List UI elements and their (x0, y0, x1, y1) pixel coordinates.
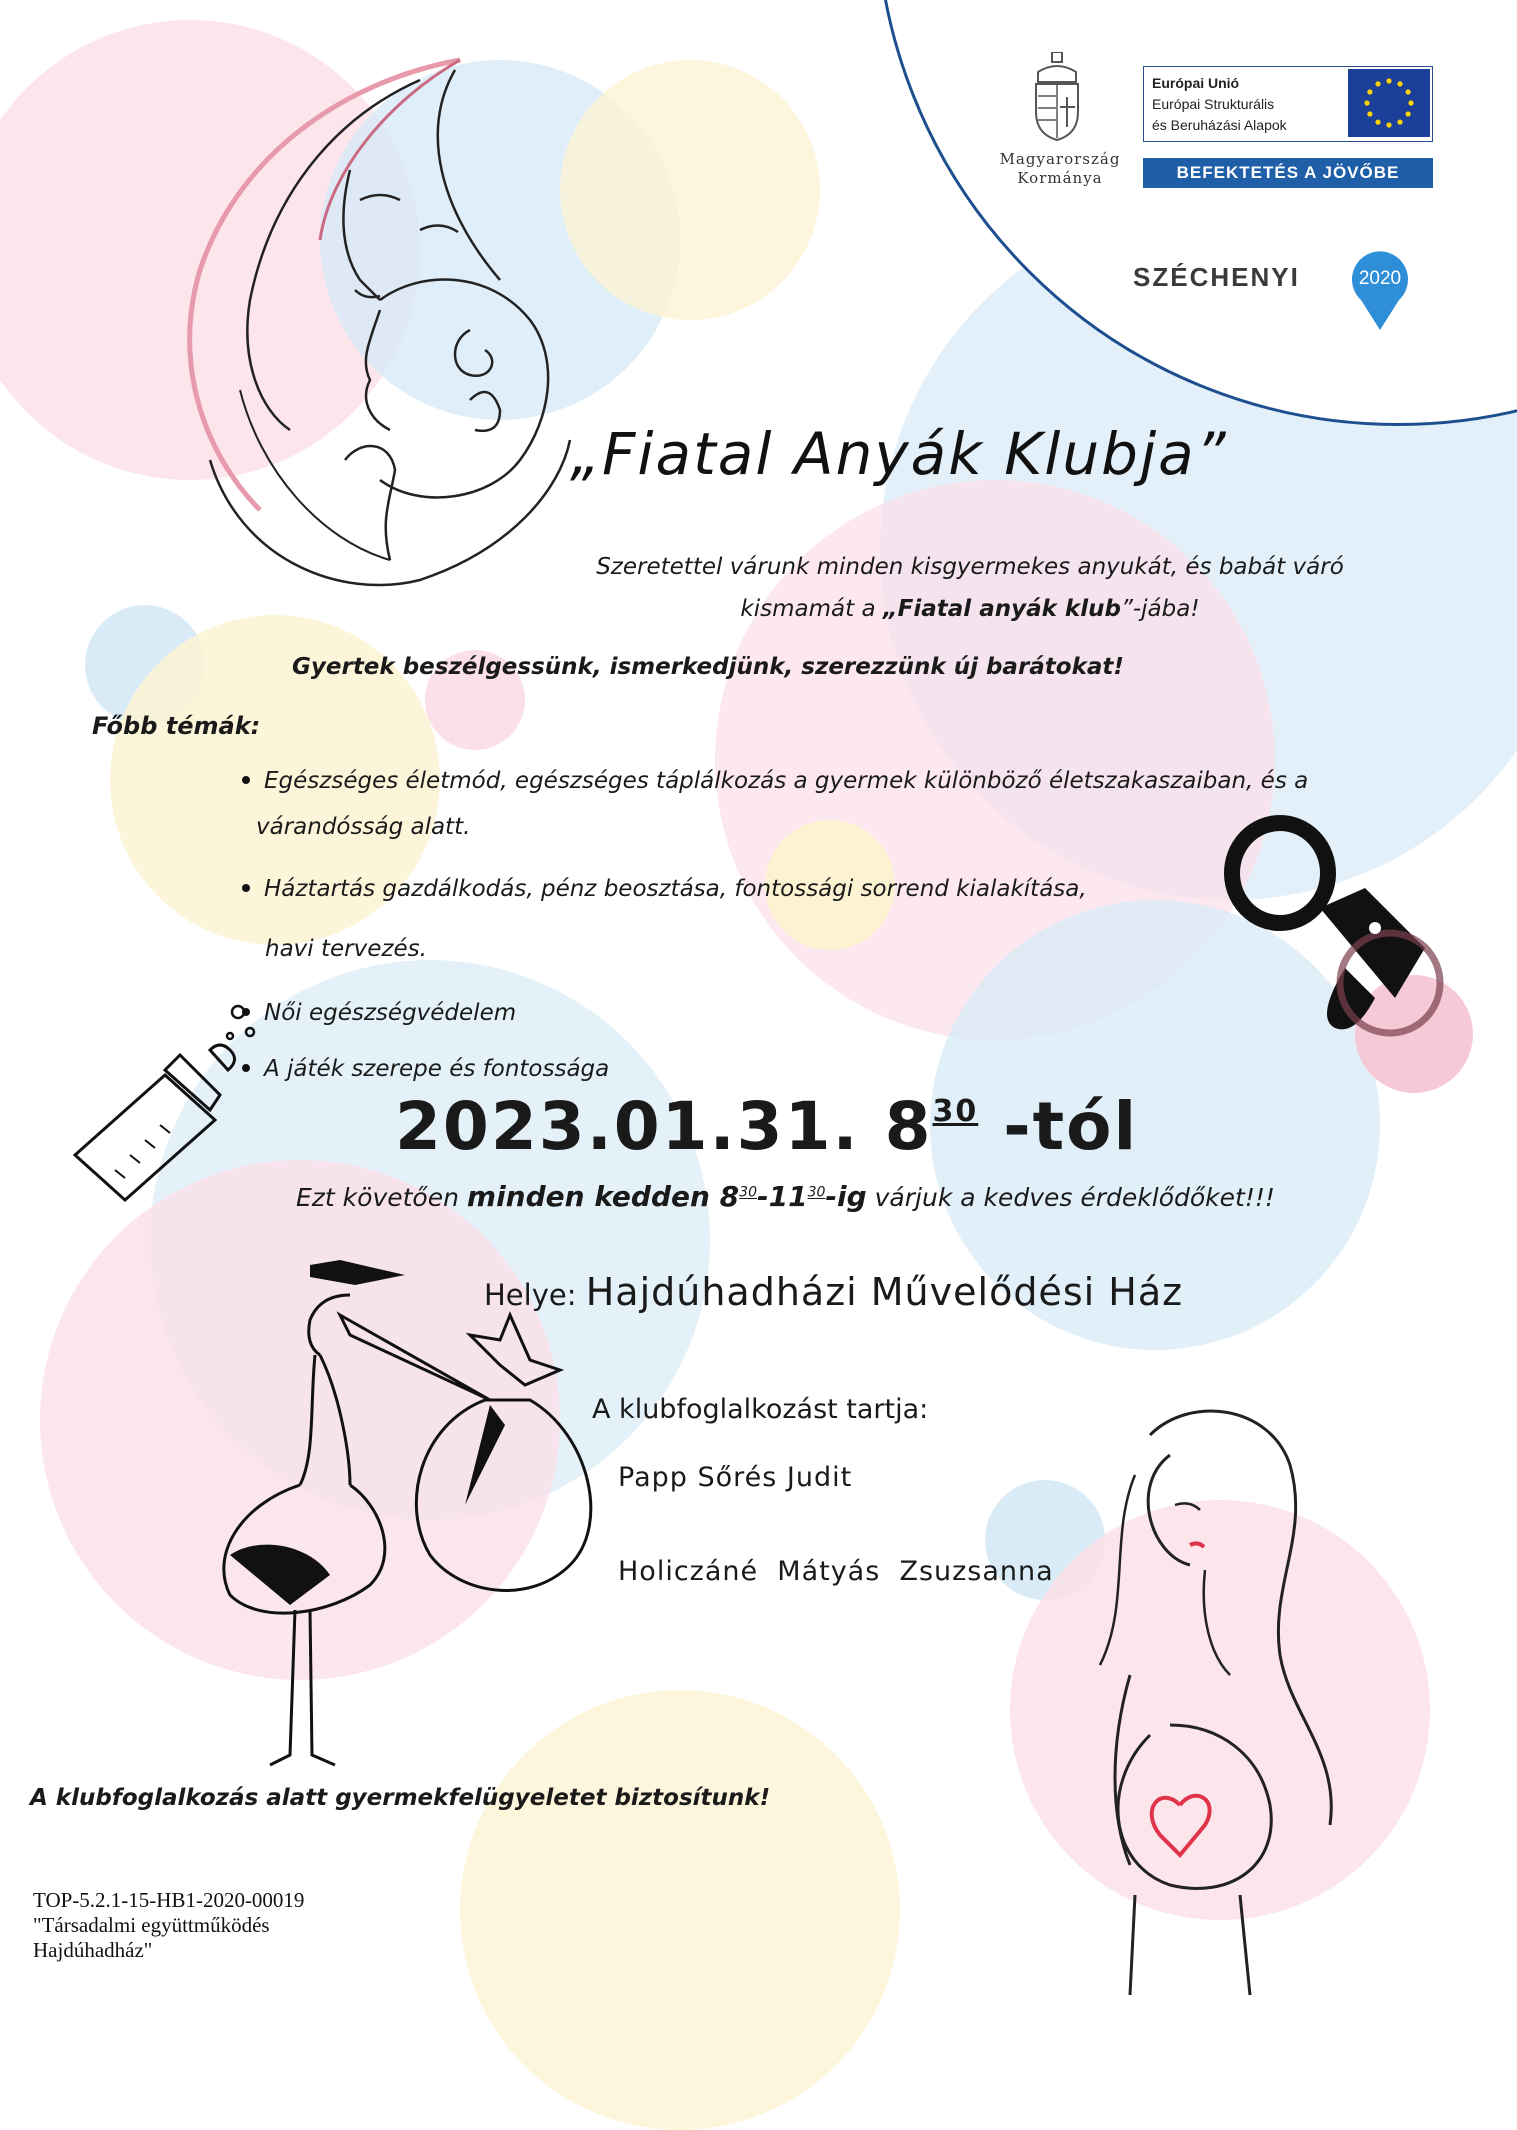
eu-star-icon (1364, 100, 1369, 105)
event-date-suffix: -tól (978, 1088, 1139, 1165)
eu-banner: BEFEKTETÉS A JÖVŐBE (1143, 158, 1433, 188)
baby-bottle-icon (70, 1000, 270, 1210)
eu-star-icon (1406, 111, 1411, 116)
eu-star-icon (1375, 81, 1380, 86)
topic-text: Háztartás gazdálkodás, pénz beosztása, fontossági sorrend kialakítása, (264, 876, 1087, 902)
stork-illustration (200, 1255, 620, 1785)
topic-item (242, 868, 1087, 910)
eu-star-icon (1386, 122, 1391, 127)
venue-label: Helye: (484, 1278, 586, 1312)
topic-item (242, 760, 1308, 802)
hungarian-crest-icon (1030, 52, 1084, 142)
intro-text (520, 546, 1420, 630)
topic-text: Egészséges életmód, egészséges táplálkozás a gyermek különböző életszakaszaiban, és a (264, 768, 1309, 794)
recurring-schedule: Ezt követően minden kedden $8^{30}-11^{30}-ig$ várjuk a kedves érdeklődőket!!! (296, 1180, 1275, 1213)
eu-star-icon (1397, 120, 1402, 125)
invite-text: Gyertek beszélgessünk, ismerkedjünk, szerezzünk új barátokat! (292, 654, 1124, 680)
eu-star-icon (1386, 78, 1391, 83)
eu-line-0: Európai Unió (1152, 75, 1240, 91)
intro-line1: Szeretettel várunk minden kisgyermekes anyukát, és babát váró (596, 554, 1344, 580)
eu-star-icon (1367, 89, 1372, 94)
event-date (395, 1088, 1138, 1165)
eu-logo-box (1143, 66, 1433, 142)
pacifier-icon (1225, 818, 1465, 1038)
eu-star-icon (1397, 81, 1402, 86)
held-by-label: A klubfoglalkozást tartja: (592, 1394, 929, 1425)
eu-flag-icon (1348, 69, 1430, 137)
topic-item (242, 1048, 609, 1090)
topic-continuation: havi tervezés. (265, 936, 427, 962)
venue (484, 1270, 1183, 1314)
szechenyi-logo-text: SZÉCHENYI (1133, 262, 1300, 292)
eu-star-icon (1367, 111, 1372, 116)
eu-star-icon (1375, 120, 1380, 125)
topic-item (242, 992, 516, 1034)
eu-line-1: Európai Strukturális (1152, 96, 1275, 112)
eu-star-icon (1408, 100, 1413, 105)
project-code: TOP-5.2.1-15-HB1-2020-00019 (33, 1888, 305, 1912)
pregnant-woman-illustration (1040, 1395, 1370, 1995)
project-footer (33, 1888, 304, 1963)
topic-text: A játék szerepe és fontossága (264, 1056, 610, 1082)
page-title: „Fiatal Anyák Klubja” (570, 420, 1228, 488)
eu-star-icon (1406, 89, 1411, 94)
event-date-main: 2023.01.31. 8 (395, 1088, 933, 1165)
government-name-line2: Kormánya (1017, 169, 1103, 187)
childcare-note: A klubfoglalkozás alatt gyermekfelügyeletet biztosítunk! (30, 1785, 771, 1811)
topic-continuation: várandósság alatt. (256, 814, 471, 840)
project-title-line1: "Társadalmi együttműködés (33, 1913, 270, 1937)
intro-line2-post: ”-jába! (1120, 596, 1200, 622)
eu-line-2: és Beruházási Alapok (1152, 117, 1287, 133)
topic-text: Női egészségvédelem (264, 1000, 517, 1026)
organizer-name: Papp Sőrés Judit (618, 1462, 853, 1493)
szechenyi-year: 2020 (1358, 268, 1402, 289)
topics-heading: Főbb témák: (92, 712, 261, 740)
intro-line2-pre: kismamát a (740, 596, 883, 622)
project-title-line2: Hajdúhadház" (33, 1938, 153, 1962)
location-pin-icon (1347, 246, 1413, 332)
government-name-line1: Magyarország (999, 150, 1121, 168)
club-name: „Fiatal anyák klub (882, 596, 1121, 622)
organizer-name: Holiczáné Mátyás Zsuzsanna (618, 1556, 1054, 1587)
event-date-minutes: 30 (932, 1094, 979, 1129)
venue-name: Hajdúhadházi Művelődési Ház (585, 1270, 1184, 1314)
government-name (975, 150, 1145, 188)
